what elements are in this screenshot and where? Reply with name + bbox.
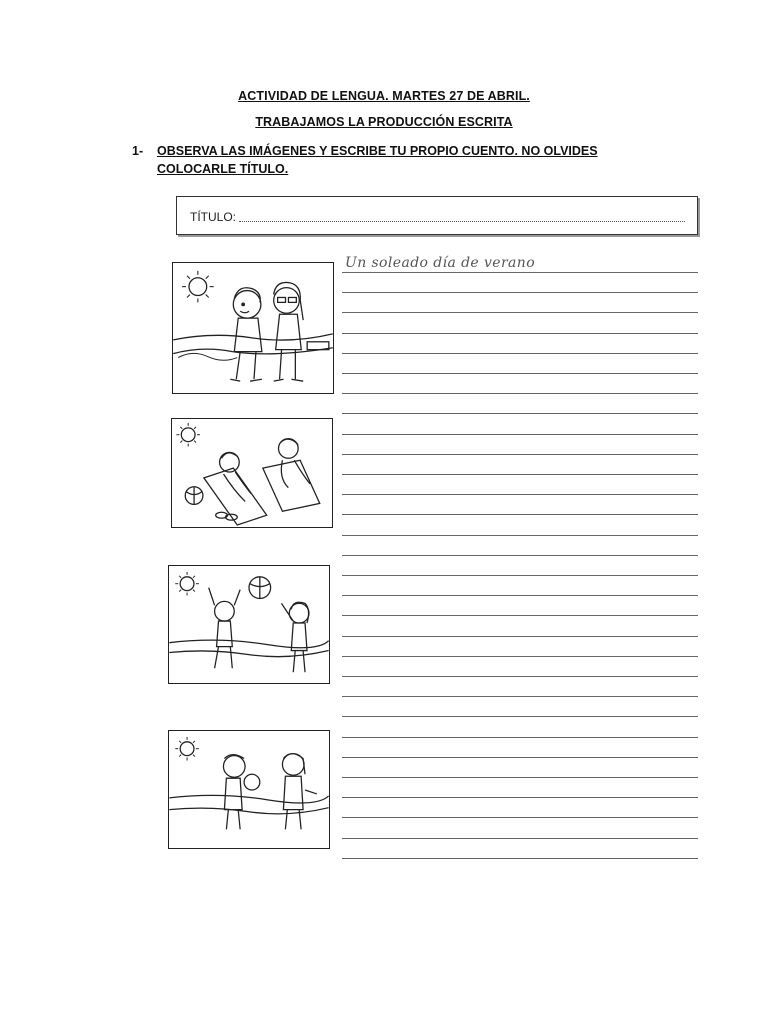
writing-line[interactable] [342, 272, 698, 273]
writing-line[interactable] [342, 292, 698, 293]
writing-line[interactable] [342, 434, 698, 435]
instruction-text: OBSERVA LAS IMÁGENES Y ESCRIBE TU PROPIO CUENTO. NO OLVIDES COLOCARLE TÍTULO. [157, 144, 598, 176]
writing-line[interactable] [342, 777, 698, 778]
two-children-sunbathing-icon [172, 419, 332, 527]
two-children-standing-beach-icon [169, 731, 329, 848]
writing-line[interactable] [342, 615, 698, 616]
picture-sunbathing [171, 418, 333, 528]
writing-line[interactable] [342, 454, 698, 455]
writing-line[interactable] [342, 535, 698, 536]
activity-title: ACTIVIDAD DE LENGUA. MARTES 27 DE ABRIL. [238, 89, 530, 103]
writing-line[interactable] [342, 737, 698, 738]
writing-line[interactable] [342, 494, 698, 495]
activity-subtitle: TRABAJAMOS LA PRODUCCIÓN ESCRITA [255, 115, 513, 129]
writing-line[interactable] [342, 595, 698, 596]
writing-line[interactable] [342, 757, 698, 758]
writing-line[interactable] [342, 353, 698, 354]
writing-line[interactable] [342, 636, 698, 637]
writing-line[interactable] [342, 514, 698, 515]
instruction-number: 1- [132, 144, 144, 158]
writing-line[interactable] [342, 413, 698, 414]
writing-line[interactable] [342, 716, 698, 717]
title-label: TÍTULO: [190, 210, 237, 224]
writing-lines[interactable] [342, 0, 698, 1024]
two-children-walking-beach-icon [173, 263, 333, 393]
two-children-playing-ball-icon [169, 566, 329, 683]
writing-line[interactable] [342, 656, 698, 657]
writing-line[interactable] [342, 696, 698, 697]
writing-line[interactable] [342, 555, 698, 556]
story-first-line: Un soleado día de verano [345, 255, 536, 271]
picture-standing-beach [168, 730, 330, 849]
writing-line[interactable] [342, 474, 698, 475]
writing-line[interactable] [342, 797, 698, 798]
picture-playing-ball [168, 565, 330, 684]
writing-line[interactable] [342, 333, 698, 334]
writing-line[interactable] [342, 817, 698, 818]
picture-walking-beach [172, 262, 334, 394]
writing-line[interactable] [342, 373, 698, 374]
writing-line[interactable] [342, 858, 698, 859]
writing-line[interactable] [342, 312, 698, 313]
writing-line[interactable] [342, 676, 698, 677]
writing-line[interactable] [342, 393, 698, 394]
writing-line[interactable] [342, 838, 698, 839]
writing-line[interactable] [342, 575, 698, 576]
